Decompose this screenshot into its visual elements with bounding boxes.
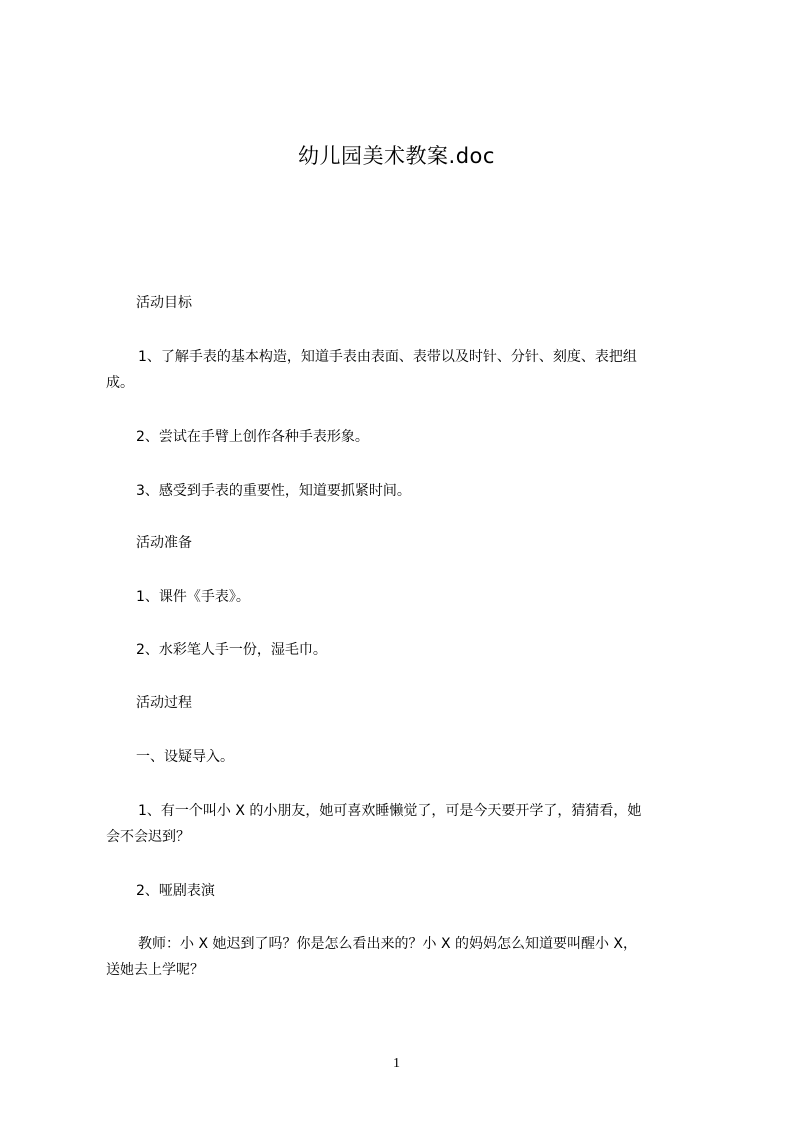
heading-activity-process: 活动过程 bbox=[136, 695, 192, 711]
teacher-question-line-2: 送她去上学呢？ bbox=[106, 962, 204, 978]
page-number: 1 bbox=[393, 1056, 400, 1071]
step-1-1-line-2: 会不会迟到？ bbox=[106, 829, 190, 845]
prep-2: 2、水彩笔人手一份，湿毛巾。 bbox=[136, 642, 327, 658]
step-1-heading: 一、设疑导入。 bbox=[136, 749, 234, 765]
step-1-2: 2、哑剧表演 bbox=[136, 883, 215, 899]
prep-1: 1、课件《手表》。 bbox=[136, 589, 250, 605]
goal-2: 2、尝试在手臂上创作各种手表形象。 bbox=[136, 429, 369, 445]
goal-1-line-1: 1、了解手表的基本构造，知道手表由表面、表带以及时针、分针、刻度、表把组 bbox=[138, 349, 637, 365]
step-1-1-line-1: 1、有一个叫小 X 的小朋友，她可喜欢睡懒觉了，可是今天要开学了，猜猜看，她 bbox=[138, 803, 642, 819]
document-title: 幼儿园美术教案.doc bbox=[298, 144, 495, 168]
goal-3: 3、感受到手表的重要性，知道要抓紧时间。 bbox=[136, 483, 411, 499]
heading-activity-preparation: 活动准备 bbox=[136, 535, 192, 551]
teacher-question-line-1: 教师：小 X 她迟到了吗？你是怎么看出来的？小 X 的妈妈怎么知道要叫醒小 X， bbox=[138, 936, 638, 952]
goal-1-line-2: 成。 bbox=[106, 375, 134, 391]
heading-activity-goals: 活动目标 bbox=[136, 295, 192, 311]
